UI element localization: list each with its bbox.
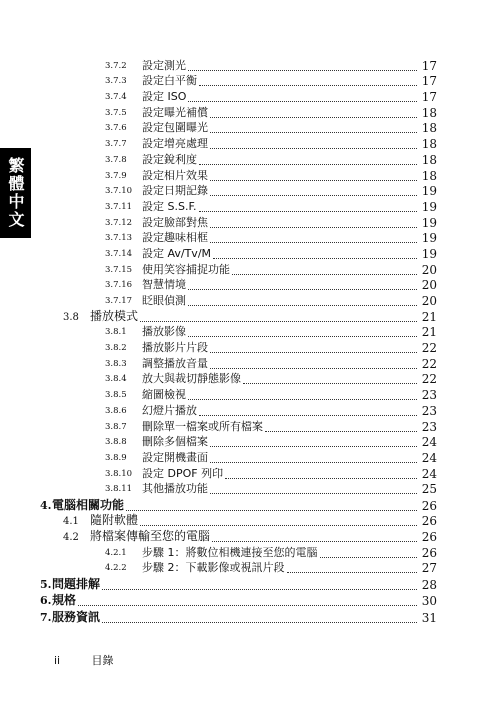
toc-leader-dots [199, 84, 417, 86]
toc-entry-number: 3.8.1 [105, 327, 127, 338]
toc-entry-number: 3.7.11 [105, 201, 133, 212]
toc-entry[interactable] [0, 434, 496, 450]
toc-entry[interactable] [0, 214, 496, 230]
toc-entry-title: 設定測光 [142, 58, 186, 72]
toc-entry[interactable] [0, 418, 496, 434]
toc-entry-title: 使用笑容捕捉功能 [142, 262, 230, 276]
toc-entry-page: 18 [421, 137, 437, 152]
toc-entry[interactable] [0, 386, 496, 402]
toc-entry-number: 3.8.9 [105, 452, 127, 463]
toc-entry[interactable] [0, 88, 496, 104]
toc-entry-page: 19 [421, 184, 437, 199]
toc-entry[interactable] [0, 339, 496, 355]
toc-entry-title: 問題排解 [52, 576, 101, 591]
toc-entry-title: 設定銳利度 [142, 152, 197, 166]
toc-leader-dots [265, 430, 417, 432]
toc-entry-number: 4.2.1 [105, 547, 127, 558]
toc-leader-dots [243, 382, 417, 384]
toc-entry[interactable] [0, 230, 496, 246]
toc-entry-number: 4.2.2 [105, 563, 127, 574]
toc-entry[interactable] [0, 496, 496, 512]
toc-leader-dots [78, 604, 417, 606]
toc-entry-page: 23 [421, 419, 437, 434]
toc-entry-number: 3.7.6 [105, 123, 127, 134]
toc-entry-page: 17 [421, 90, 437, 105]
toc-entry-page: 19 [421, 199, 437, 214]
toc-entry-title: 規格 [52, 593, 77, 608]
toc-entry-title: 設定包圍曝光 [142, 121, 208, 135]
toc-entry-number: 3.8.2 [105, 343, 127, 354]
toc-leader-dots [210, 226, 417, 228]
toc-entry[interactable] [0, 183, 496, 199]
toc-entry-page: 23 [421, 403, 437, 418]
toc-entry-number: 3.8.8 [105, 437, 127, 448]
toc-entry-number: 4.2 [63, 532, 79, 544]
toc-entry-title: 設定臉部對焦 [142, 215, 208, 229]
language-side-tab: 繁體中文 [0, 148, 31, 238]
toc-entry-page: 19 [421, 231, 437, 246]
toc-entry-title: 設定 DPOF 列印 [142, 466, 224, 480]
toc-entry-title: 設定開機畫面 [142, 450, 208, 464]
toc-leader-dots [210, 367, 417, 369]
toc-leader-dots [140, 524, 417, 526]
toc-entry-title: 設定相片效果 [142, 168, 208, 182]
toc-entry-page: 24 [421, 435, 437, 450]
toc-entry[interactable] [0, 57, 496, 73]
toc-leader-dots [232, 273, 417, 275]
toc-entry-page: 21 [421, 325, 437, 340]
toc-entry-page: 18 [421, 105, 437, 120]
toc-leader-dots [225, 477, 417, 479]
toc-entry-number: 3.7.14 [105, 248, 133, 259]
toc-entry-number: 3.7.13 [105, 233, 133, 244]
toc-entry-title: 智慧情境 [142, 278, 186, 292]
toc-entry[interactable] [0, 292, 496, 308]
toc-entry-title: 幻燈片播放 [142, 403, 197, 417]
toc-entry-page: 26 [421, 514, 437, 529]
toc-entry-page: 31 [421, 610, 437, 625]
toc-entry-page: 26 [421, 545, 437, 560]
toc-entry[interactable] [0, 560, 496, 576]
toc-entry-number: 3.7.15 [105, 264, 133, 275]
toc-entry[interactable] [0, 608, 496, 624]
toc-entry-title: 刪除多個檔案 [142, 435, 208, 449]
toc-leader-dots [126, 509, 417, 511]
toc-entry-number: 3.8.4 [105, 374, 127, 385]
toc-leader-dots [210, 445, 417, 447]
toc-entry-number: 6. [40, 594, 52, 608]
toc-entry-number: 3.7.10 [105, 186, 133, 197]
toc-leader-dots [213, 257, 417, 259]
toc-leader-dots [140, 320, 417, 322]
toc-entry-title: 眨眼偵測 [142, 294, 186, 307]
toc-entry-page: 20 [421, 262, 437, 277]
toc-entry-number: 3.7.2 [105, 60, 127, 71]
toc-leader-dots [320, 556, 418, 558]
toc-entry[interactable] [0, 449, 496, 465]
table-of-contents [0, 57, 496, 625]
toc-entry-title: 設定趣味相框 [142, 231, 208, 245]
toc-entry[interactable] [0, 167, 496, 183]
toc-leader-dots [188, 100, 417, 102]
toc-leader-dots [199, 210, 417, 212]
toc-leader-dots [210, 351, 417, 353]
footer-label: 目錄 [91, 654, 114, 667]
toc-entry-title: 播放模式 [90, 308, 139, 323]
toc-leader-dots [210, 194, 417, 196]
toc-entry-number: 3.7.16 [105, 280, 133, 291]
toc-entry-number: 3.7.5 [105, 107, 127, 118]
toc-entry[interactable] [0, 277, 496, 293]
toc-entry-title: 電腦相關功能 [52, 497, 125, 512]
toc-entry-page: 17 [421, 58, 437, 73]
toc-leader-dots [210, 116, 417, 118]
toc-entry-title: 設定白平衡 [142, 74, 197, 88]
toc-leader-dots [199, 163, 417, 165]
toc-entry-number: 3.7.17 [105, 296, 133, 306]
toc-entry-number: 3.7.4 [105, 92, 127, 103]
toc-entry[interactable] [0, 135, 496, 151]
toc-leader-dots [188, 335, 417, 337]
toc-entry-number: 3.8.7 [105, 421, 127, 432]
toc-entry[interactable] [0, 528, 496, 544]
toc-entry[interactable] [0, 104, 496, 120]
toc-entry-title: 隨附軟體 [90, 513, 139, 528]
toc-entry[interactable] [0, 592, 496, 608]
toc-leader-dots [210, 241, 417, 243]
toc-leader-dots [210, 131, 417, 133]
toc-entry[interactable] [0, 465, 496, 481]
toc-entry-number: 3.8.10 [105, 468, 133, 479]
toc-leader-dots [102, 588, 417, 590]
toc-entry-title: 將檔案傳輸至您的電腦 [90, 529, 211, 544]
toc-leader-dots [210, 461, 417, 463]
toc-entry[interactable] [0, 324, 496, 340]
toc-entry[interactable] [0, 481, 496, 497]
toc-entry-page: 20 [421, 278, 437, 293]
toc-entry-number: 4. [40, 498, 52, 512]
toc-entry[interactable] [0, 198, 496, 214]
toc-leader-dots [212, 540, 417, 542]
toc-entry-title: 縮圖檢視 [142, 388, 186, 402]
toc-leader-dots [188, 398, 417, 400]
toc-leader-dots [210, 147, 417, 149]
toc-entry-page: 30 [421, 594, 437, 609]
toc-entry-number: 3.7.12 [105, 217, 133, 228]
toc-entry-title: 放大與裁切靜態影像 [142, 372, 241, 386]
toc-entry-page: 27 [421, 561, 437, 576]
toc-entry-number: 7. [40, 610, 52, 624]
toc-entry[interactable] [0, 308, 496, 324]
toc-entry-page: 24 [421, 466, 437, 481]
toc-entry-number: 3.8.3 [105, 358, 127, 369]
toc-entry-number: 3.8.6 [105, 405, 127, 416]
toc-leader-dots [210, 179, 417, 181]
toc-entry[interactable] [0, 402, 496, 418]
toc-entry-title: 步驟 2：下載影像或視訊片段 [142, 561, 285, 575]
toc-entry[interactable] [0, 371, 496, 387]
toc-entry-title: 設定 Av/Tv/M [142, 246, 212, 260]
toc-leader-dots [188, 69, 417, 71]
toc-entry-title: 步驟 1：將數位相機連接至您的電腦 [142, 545, 318, 559]
toc-entry-page: 23 [421, 388, 437, 403]
toc-entry-number: 3.8.11 [105, 484, 133, 495]
toc-entry[interactable] [0, 151, 496, 167]
toc-leader-dots [102, 621, 417, 623]
toc-entry-title: 設定日期記錄 [142, 184, 208, 198]
toc-entry[interactable] [0, 513, 496, 529]
toc-entry-title: 設定 S.S.F. [142, 199, 197, 213]
toc-entry-page: 22 [421, 341, 437, 356]
toc-leader-dots [188, 288, 417, 290]
toc-entry[interactable] [0, 245, 496, 261]
toc-entry[interactable] [0, 355, 496, 371]
toc-entry-number: 3.7.9 [105, 170, 127, 181]
page-footer [54, 652, 114, 668]
toc-leader-dots [199, 414, 417, 416]
toc-entry-page: 26 [421, 530, 437, 545]
toc-leader-dots [210, 492, 417, 494]
toc-entry-page: 24 [421, 450, 437, 465]
toc-entry-number: 3.7.8 [105, 154, 127, 165]
toc-entry-page: 26 [421, 498, 437, 513]
toc-entry-title: 設定曝光補償 [142, 105, 208, 119]
toc-entry-title: 刪除單一檔案或所有檔案 [142, 419, 263, 433]
toc-entry-page: 20 [421, 294, 437, 308]
toc-entry-page: 28 [421, 577, 437, 592]
toc-entry-number: 3.8.5 [105, 390, 127, 401]
toc-leader-dots [287, 571, 418, 573]
toc-entry-page: 18 [421, 121, 437, 136]
toc-entry-page: 18 [421, 152, 437, 167]
toc-entry-title: 服務資訊 [52, 609, 101, 624]
toc-entry-page: 25 [421, 482, 437, 497]
toc-entry-title: 其他播放功能 [142, 482, 208, 496]
toc-entry[interactable] [0, 261, 496, 277]
toc-entry-title: 播放影像 [142, 325, 186, 339]
toc-entry-title: 播放影片片段 [142, 341, 208, 355]
toc-entry-page: 22 [421, 356, 437, 371]
toc-entry-number: 3.7.7 [105, 139, 127, 150]
toc-entry-page: 18 [421, 168, 437, 183]
toc-entry[interactable] [0, 575, 496, 591]
toc-entry-page: 19 [421, 215, 437, 230]
toc-entry-page: 19 [421, 246, 437, 261]
toc-entry-page: 21 [421, 309, 437, 324]
toc-entry-number: 5. [40, 577, 52, 591]
toc-entry-page: 17 [421, 74, 437, 89]
toc-entry[interactable] [0, 73, 496, 89]
footer-page-number: ii [54, 654, 61, 667]
toc-entry-title: 設定 ISO [142, 90, 187, 104]
toc-entry[interactable] [0, 544, 496, 560]
toc-entry-number: 3.7.3 [105, 76, 127, 87]
toc-entry-number: 3.8 [63, 311, 79, 323]
toc-entry-title: 調整播放音量 [142, 356, 208, 370]
toc-entry[interactable] [0, 120, 496, 136]
toc-leader-dots [188, 304, 417, 306]
toc-entry-title: 設定增亮處理 [142, 137, 208, 151]
toc-entry-page: 22 [421, 372, 437, 387]
toc-entry-number: 4.1 [63, 516, 79, 528]
